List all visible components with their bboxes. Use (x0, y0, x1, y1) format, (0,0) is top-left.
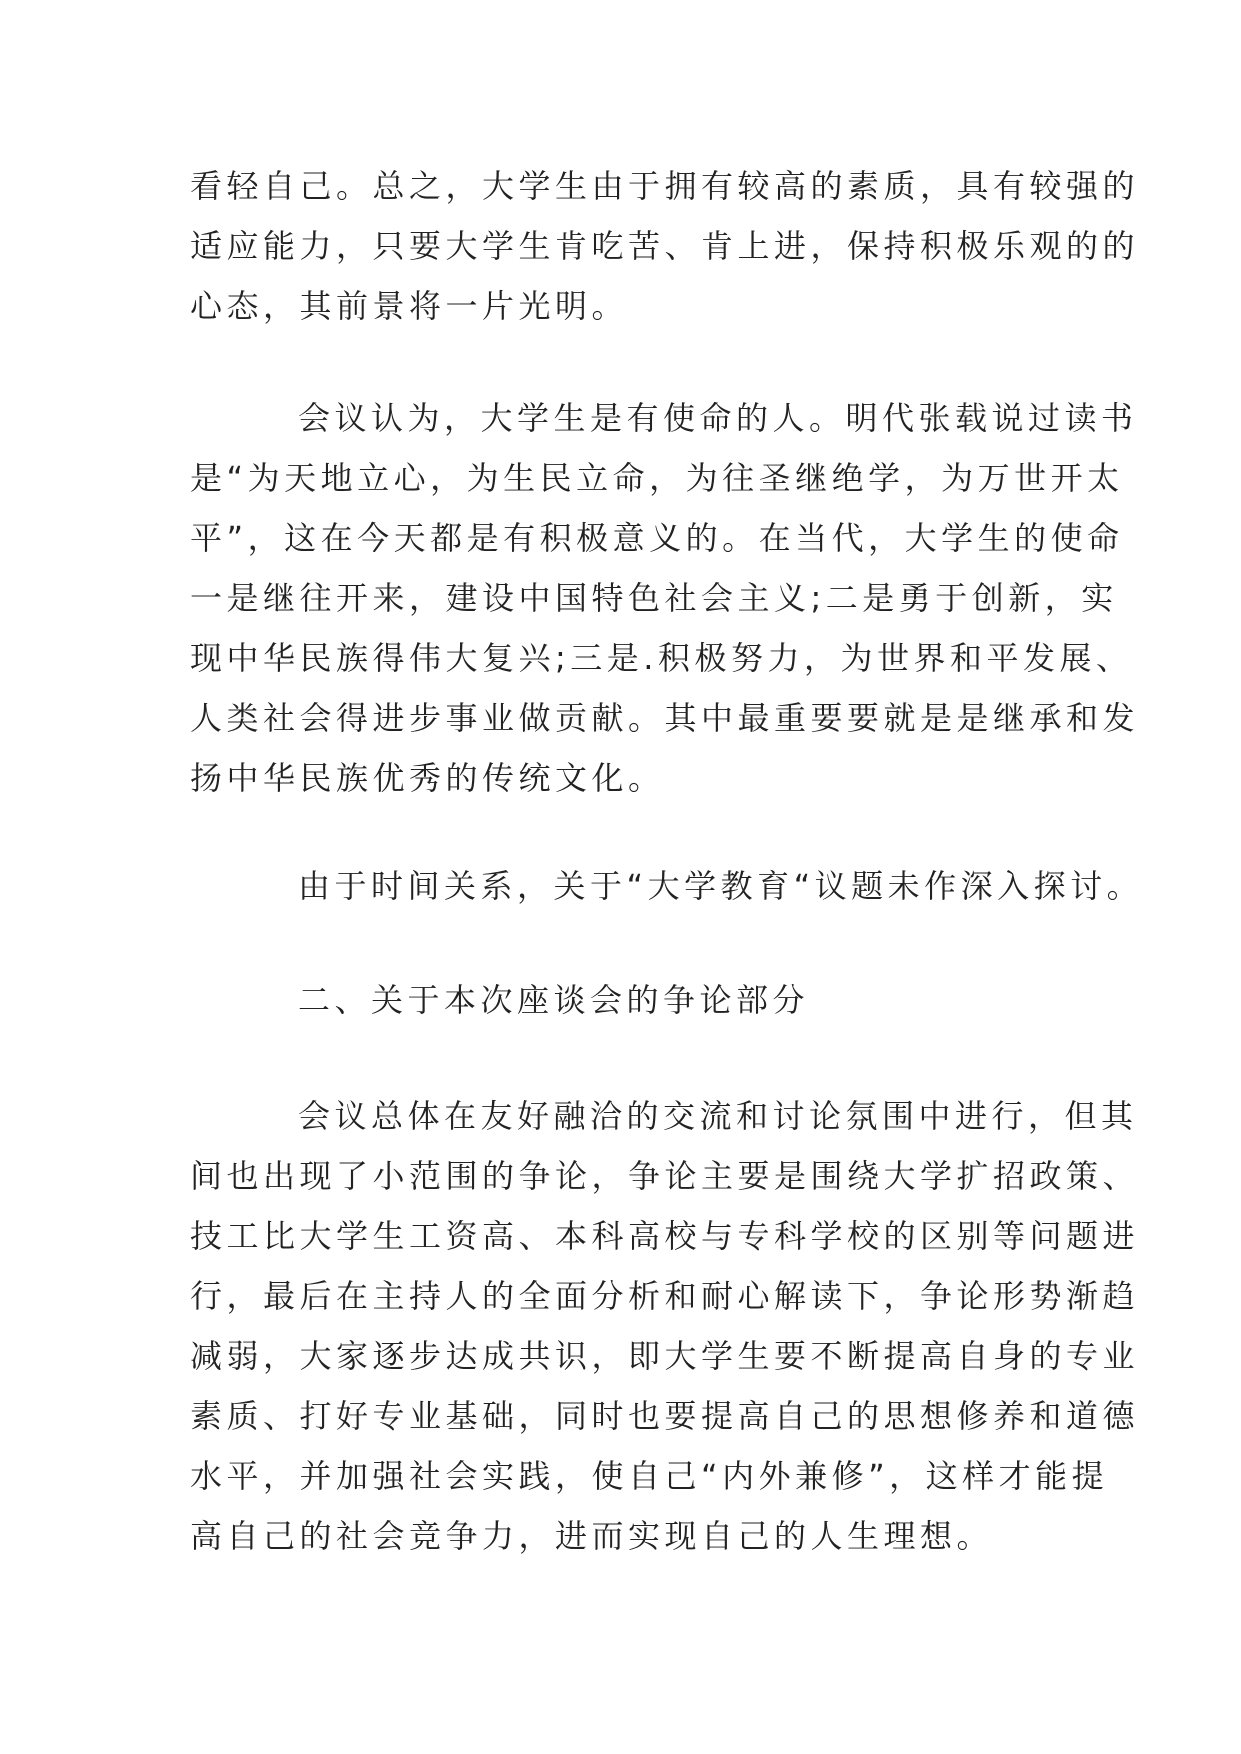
text-line: 扬中华民族优秀的传统文化。 (190, 759, 665, 797)
text-line: 由于时间关系，关于“大学教育“议题未作深入探讨。 (298, 867, 1144, 905)
paragraph-debate (190, 1086, 1140, 1566)
text-line: 行，最后在主持人的全面分析和耐心解读下，争论形势渐趋 (190, 1277, 1140, 1315)
text-line: 平”，这在今天都是有积极意义的。在当代，大学生的使命 (190, 519, 1124, 557)
text-line: 会议总体在友好融洽的交流和讨论氛围中进行，但其 (298, 1097, 1138, 1135)
text-line: 水平，并加强社会实践，使自己“内外兼修”，这样才能提 (190, 1457, 1109, 1495)
text-line: 一是继往开来，建设中国特色社会主义;二是勇于创新，实 (190, 579, 1118, 617)
paragraph-mission (190, 388, 1140, 808)
text-line: 素质、打好专业基础，同时也要提高自己的思想修养和道德 (190, 1397, 1140, 1435)
text-line: 心态，其前景将一片光明。 (190, 287, 629, 325)
text-line: 适应能力，只要大学生肯吃苦、肯上进，保持积极乐观的的 (190, 227, 1140, 265)
paragraph-continuation (190, 156, 1140, 336)
text-line: 人类社会得进步事业做贡献。其中最重要要就是是继承和发 (190, 699, 1140, 737)
text-line: 减弱，大家逐步达成共识，即大学生要不断提高自身的专业 (190, 1337, 1140, 1375)
heading-text: 二、关于本次座谈会的争论部分 (298, 981, 810, 1019)
text-line: 间也出现了小范围的争论，争论主要是围绕大学扩招政策、 (190, 1157, 1140, 1195)
text-line: 会议认为，大学生是有使命的人。明代张载说过读书 (298, 399, 1138, 437)
text-line: 是“为天地立心，为生民立命，为往圣继绝学，为万世开太 (190, 459, 1124, 497)
paragraph-time-note (190, 856, 1144, 916)
text-line: 高自己的社会竞争力，进而实现自己的人生理想。 (190, 1517, 994, 1555)
text-line: 现中华民族得伟大复兴;三是.积极努力，为世界和平发展、 (190, 639, 1133, 677)
section-heading (190, 970, 1070, 1030)
text-line: 技工比大学生工资高、本科高校与专科学校的区别等问题进 (190, 1217, 1140, 1255)
text-line: 看轻自己。总之，大学生由于拥有较高的素质，具有较强的 (190, 167, 1140, 205)
